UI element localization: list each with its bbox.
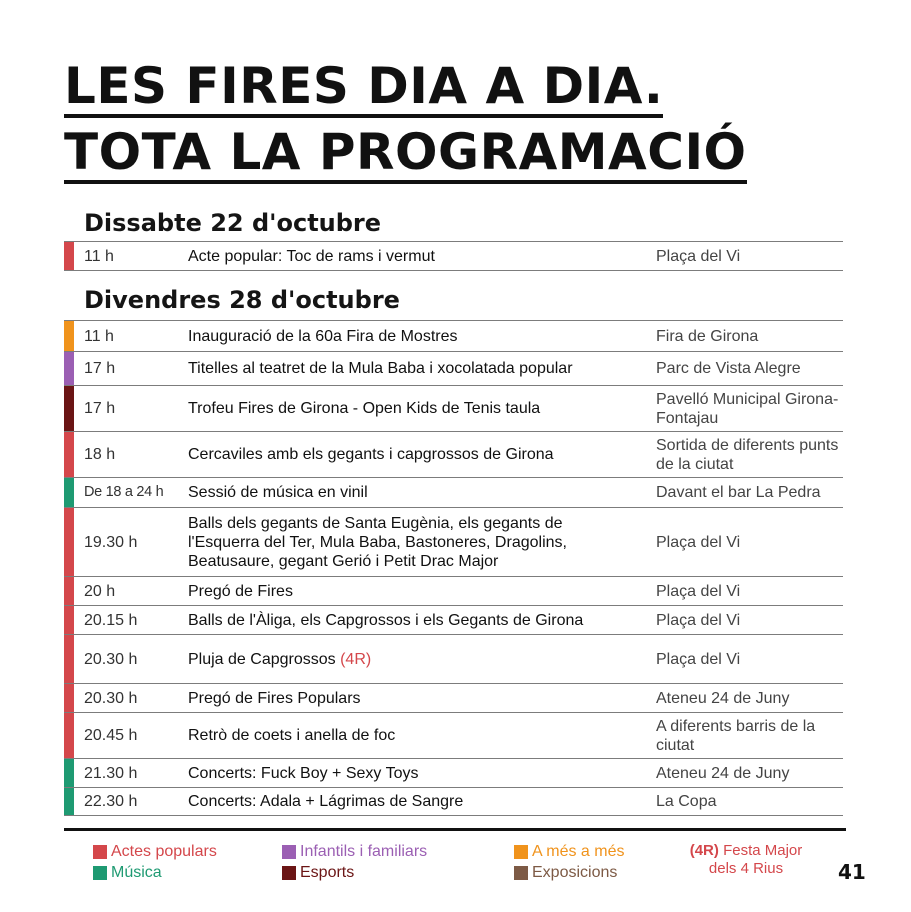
row-place: A diferents barris de la ciutat bbox=[656, 717, 816, 754]
table-row bbox=[64, 385, 843, 431]
table-row bbox=[64, 683, 843, 712]
row-place: Plaça del Vi bbox=[656, 582, 741, 600]
row-event: Trofeu Fires de Girona - Open Kids de Tenis taula bbox=[188, 400, 541, 417]
row-time: 20 h bbox=[84, 582, 116, 600]
row-event: Concerts: Fuck Boy + Sexy Toys bbox=[188, 764, 419, 782]
table-row bbox=[64, 351, 843, 385]
page-title bbox=[64, 58, 747, 184]
row-event: Balls dels gegants de Santa Eugènia, els gegants de l'Esquerra del Ter, Mula Baba, Bastoneres, Dragolins, Beatusaure, gegant Gerió i Petit Drac Major bbox=[188, 514, 567, 570]
row-place: Ateneu 24 de Juny bbox=[656, 764, 790, 782]
category-bar-actes-populars bbox=[64, 508, 74, 576]
row-place: Plaça del Vi bbox=[656, 533, 741, 551]
row-place: Plaça del Vi bbox=[656, 611, 741, 629]
title-line-1: LES FIRES DIA A DIA. bbox=[64, 58, 663, 118]
legend-swatch bbox=[93, 845, 107, 859]
row-time: 11 h bbox=[84, 327, 114, 345]
table-row bbox=[64, 241, 843, 271]
category-bar-a-mes-a-mes bbox=[64, 321, 74, 351]
legend-label: Esports bbox=[300, 864, 355, 881]
row-event: Acte popular: Toc de rams i vermut bbox=[188, 247, 435, 265]
category-bar-actes-populars bbox=[64, 684, 74, 712]
legend-festa-major bbox=[676, 842, 816, 878]
row-event: Balls de l'Àliga, els Capgrossos i els Gegants de Girona bbox=[188, 611, 584, 629]
festa-major-line2: dels 4 Rius bbox=[708, 860, 784, 877]
row-event: Pregó de Fires Populars bbox=[188, 689, 361, 707]
row-event bbox=[188, 650, 648, 669]
table-row bbox=[64, 634, 843, 683]
legend-swatch bbox=[514, 845, 528, 859]
row-place: Plaça del Vi bbox=[656, 247, 741, 265]
table-row bbox=[64, 507, 843, 576]
row-time: 20.45 h bbox=[84, 727, 138, 744]
row-time: 21.30 h bbox=[84, 764, 138, 782]
legend-esports bbox=[282, 864, 354, 882]
row-place: Fira de Girona bbox=[656, 327, 759, 345]
title-line-2: TOTA LA PROGRAMACIÓ bbox=[64, 124, 747, 184]
row-time: 11 h bbox=[84, 247, 114, 265]
category-bar-musica bbox=[64, 759, 74, 787]
row-place: Plaça del Vi bbox=[656, 650, 741, 668]
legend-exposicions bbox=[514, 864, 617, 882]
row-event: Sessió de música en vinil bbox=[188, 484, 368, 501]
category-bar-esports bbox=[64, 386, 74, 431]
legend-infantils bbox=[282, 843, 427, 861]
category-bar-actes-populars bbox=[64, 577, 74, 605]
category-bar-musica bbox=[64, 478, 74, 507]
row-event: Inauguració de la 60a Fira de Mostres bbox=[188, 327, 458, 345]
row-time: 17 h bbox=[84, 360, 116, 377]
table-row bbox=[64, 712, 843, 758]
legend-swatch bbox=[282, 866, 296, 880]
row-time: 20.30 h bbox=[84, 650, 138, 668]
row-place: Ateneu 24 de Juny bbox=[656, 689, 790, 707]
day-heading-friday: Divendres 28 d'octubre bbox=[84, 286, 400, 314]
table-row bbox=[64, 787, 843, 816]
legend-musica bbox=[93, 864, 162, 882]
row-time: 20.30 h bbox=[84, 689, 138, 707]
row-event: Cercaviles amb els gegants i capgrossos de Girona bbox=[188, 446, 554, 463]
category-bar-infantils bbox=[64, 352, 74, 385]
category-bar-actes-populars bbox=[64, 242, 74, 270]
row-time: 20.15 h bbox=[84, 611, 138, 629]
table-row bbox=[64, 320, 843, 351]
category-bar-actes-populars bbox=[64, 432, 74, 477]
row-place: Parc de Vista Alegre bbox=[656, 360, 801, 377]
table-row bbox=[64, 431, 843, 477]
legend-swatch bbox=[93, 866, 107, 880]
table-row bbox=[64, 758, 843, 787]
legend-a-mes-a-mes bbox=[514, 843, 624, 861]
table-row bbox=[64, 605, 843, 634]
legend-label: Infantils i familiars bbox=[300, 843, 428, 860]
row-place: La Copa bbox=[656, 793, 717, 810]
day-heading-saturday: Dissabte 22 d'octubre bbox=[84, 209, 382, 237]
legend-swatch bbox=[514, 866, 528, 880]
category-bar-actes-populars bbox=[64, 606, 74, 634]
row-time: 17 h bbox=[84, 400, 116, 417]
row-event: Titelles al teatret de la Mula Baba i xocolatada popular bbox=[188, 360, 573, 377]
row-place: Davant el bar La Pedra bbox=[656, 484, 821, 501]
table-row bbox=[64, 576, 843, 605]
row-time: 18 h bbox=[84, 446, 116, 463]
legend-label: A més a més bbox=[532, 843, 625, 860]
table-row bbox=[64, 477, 843, 507]
festa-major-tag: (4R) bbox=[340, 650, 372, 668]
row-event: Retrò de coets i anella de foc bbox=[188, 727, 396, 744]
row-time: 19.30 h bbox=[84, 533, 138, 551]
schedule-table-day2 bbox=[64, 320, 843, 816]
festa-major-tag: (4R) bbox=[689, 842, 719, 859]
legend-actes-populars bbox=[93, 843, 217, 861]
row-event-text: Pluja de Capgrossos bbox=[188, 650, 336, 668]
row-time: De 18 a 24 h bbox=[84, 484, 164, 500]
row-time: 22.30 h bbox=[84, 793, 138, 810]
page-number: 41 bbox=[838, 860, 866, 884]
legend-label: Exposicions bbox=[532, 864, 618, 881]
row-place: Pavelló Municipal Girona-Fontajau bbox=[656, 390, 839, 427]
row-event: Concerts: Adala + Lágrimas de Sangre bbox=[188, 793, 464, 810]
category-bar-musica bbox=[64, 788, 74, 815]
schedule-table-day1 bbox=[64, 241, 843, 271]
category-bar-actes-populars bbox=[64, 635, 74, 683]
row-event: Pregó de Fires bbox=[188, 582, 293, 600]
festa-major-line1: Festa Major bbox=[723, 842, 803, 859]
legend-label: Música bbox=[111, 864, 162, 881]
row-place: Sortida de diferents punts de la ciutat bbox=[656, 436, 839, 473]
legend-swatch bbox=[282, 845, 296, 859]
category-bar-actes-populars bbox=[64, 713, 74, 758]
bottom-divider bbox=[64, 828, 846, 831]
legend-label: Actes populars bbox=[111, 843, 217, 860]
